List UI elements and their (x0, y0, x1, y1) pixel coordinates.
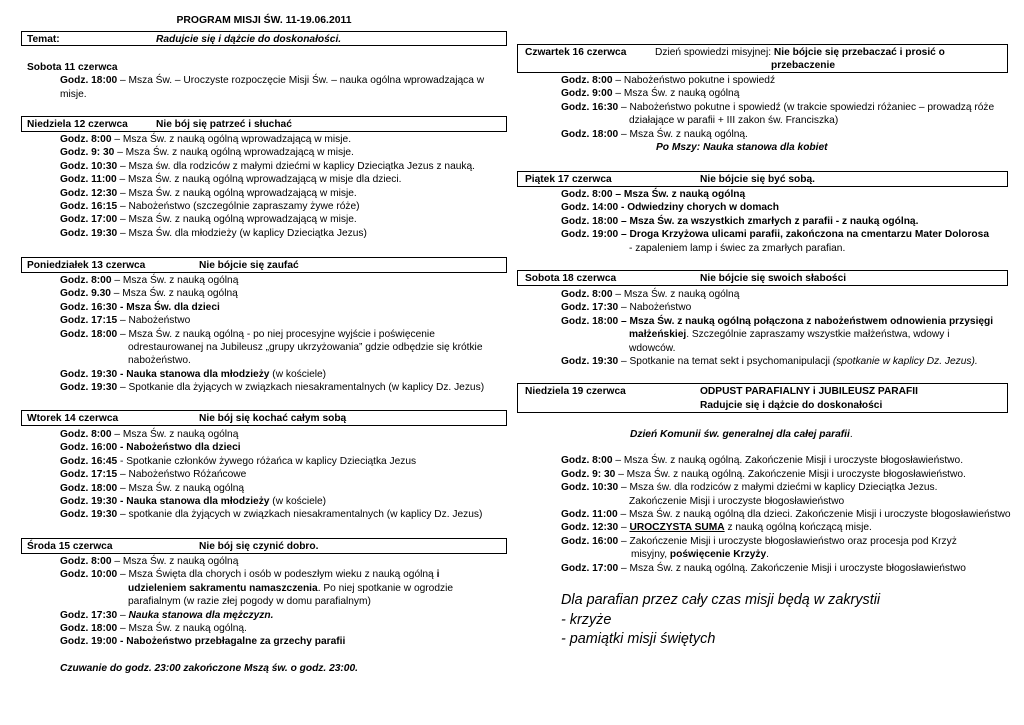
list-item (517, 128, 994, 141)
list-item (21, 187, 475, 200)
after-mass-note: Po Mszy: Nauka stanowa dla kobiet (656, 142, 828, 154)
list-item (21, 287, 484, 300)
time: Godz. 18:00 (60, 623, 118, 635)
sroda15-motto: Nie bój się czynić dobro. (199, 541, 319, 552)
list-item: Godz. 16:00 - Nabożeństwo dla dzieci (60, 442, 241, 454)
czwartek16-motto-cont: przebaczenie (771, 60, 835, 71)
time: Godz. 16:15 (60, 201, 118, 213)
time: Godz. 16:30 (561, 101, 619, 113)
item-text: – Msza Św. dla młodzieży (w kaplicy Dzieciątka Jezus) (117, 227, 367, 239)
list-item (517, 87, 994, 100)
communion-text: Dzień Komunii św. generalnej dla całej parafii (630, 429, 850, 440)
time: Godz. 12:30 (561, 522, 619, 534)
item-text: – Msza św. dla rodziców z małymi dziećmi w kaplicy Dzieciątka Jezus. (618, 482, 938, 494)
list-item (21, 173, 475, 186)
list-item (21, 274, 484, 287)
czwartek16-day: Czwartek 16 czerwca (525, 47, 627, 58)
czwartek16-motto (655, 46, 945, 59)
list-item-cont: wdowców. (629, 342, 676, 354)
closing-line: - krzyże (561, 611, 612, 628)
sobota18-day: Sobota 18 czerwca (525, 273, 617, 284)
item-text: – Msza Św. z nauką ogólną. Zakończenie Misji i uroczyste błogosławieństwo (618, 562, 966, 574)
motto-prefix: Dzień spowiedzi misyjnej: (655, 47, 774, 58)
time: Godz. 9.30 (60, 288, 111, 300)
piatek17-header (517, 171, 1008, 187)
time: Godz. 19:30 (60, 509, 118, 521)
item-text: . Szczególnie zapraszamy wszystkie małżeństwa, wdowy i (686, 329, 950, 341)
list-item (21, 482, 482, 495)
sobota18-list (517, 288, 993, 368)
item-text: – Msza Św. z nauką ogólną. (618, 128, 748, 140)
time: Godz. 19:30 (60, 382, 118, 394)
item-text: – Msza Św. z nauką ogólną (111, 556, 239, 567)
poniedzialek13-motto: Nie bójcie się zaufać (199, 260, 299, 271)
time: Godz. 8:00 (561, 289, 613, 300)
motto-bold: Nie bójcie się przebaczać i prosić o (773, 47, 945, 58)
item-text: – Msza Św. z nauką ogólną dla dzieci. Zakończenie Misji i uroczyste błogosławieństwo (617, 509, 1011, 521)
item-text: – Msza Św. z nauką ogólną. Zakończenie Misji i uroczyste błogosławieństwo. (615, 468, 966, 480)
list-item: Godz. 19:00 - Nabożeństwo przebłagalne za grzechy parafii (60, 636, 346, 648)
item-text: – Msza Św. z nauką ogólną wprowadzającą w misje dla dzieci. (116, 174, 402, 186)
item-text: (w kościele) (269, 368, 327, 380)
closing-note (517, 591, 880, 650)
item-text: – Nabożeństwo pokutne i spowiedź (w trakcie spowiedzi różaniec – prowadzą róże (618, 101, 995, 113)
list-item (21, 213, 475, 226)
niedziela12-day: Niedziela 12 czerwca (27, 119, 128, 130)
time: Godz. 17:00 (561, 562, 619, 574)
list-item (21, 455, 482, 468)
niedziela12-list (21, 133, 475, 240)
item-text: – Nabożeństwo (117, 315, 191, 327)
time: Godz. 11:00 (561, 509, 618, 521)
list-item (517, 454, 1011, 467)
list-item-cont: - zapaleniem lamp i świec za zmarłych parafian. (629, 242, 846, 254)
time: Godz. 19:30 (60, 227, 118, 239)
niedziela19-motto-cont: Radujcie się i dążcie do doskonałości (700, 400, 883, 411)
item-text: – Spotkanie na temat sekt i psychomanipulacji (618, 356, 833, 368)
piatek17-motto: Nie bójcie się być sobą. (700, 174, 815, 185)
czwartek16-list (517, 74, 994, 154)
item-text-bold: udzieleniem sakramentu namaszczenia (128, 582, 318, 594)
niedziela19-list (517, 428, 1011, 575)
item-text: – Msza Św. z nauką ogólną (612, 88, 740, 100)
time: Godz. 8:00 (60, 275, 112, 286)
item-text: – Msza Św. – Uroczyste rozpoczęcie Misji Św. – nauka ogólna wprowadzająca w (117, 75, 485, 87)
sobota18-motto: Nie bójcie się swoich słabości (700, 273, 847, 284)
item-text: – Msza Św. z nauką ogólną wprowadzającą w misje. (117, 187, 357, 199)
temat-label: Temat: (27, 34, 60, 45)
item-text: – Msza Św. z nauką ogólną wprowadzającą w misje. (111, 134, 352, 145)
niedziela19-header (517, 383, 1008, 413)
item-text: – Msza Święta dla chorych i osób w podeszłym wieku z nauką ogólną (117, 569, 437, 581)
time: Godz. 19:30 - Nauka stanowa dla młodzieży (60, 496, 270, 508)
time: Godz. 8:00 (561, 455, 613, 467)
item-text: – Msza Św. z nauką ogólną wprowadzającą w misje. (117, 214, 357, 226)
vigil-note: Czuwanie do godz. 23:00 zakończone Mszą św. o godz. 23:00. (60, 662, 358, 674)
sobota11-item (27, 74, 484, 87)
item-text-emph: Nauka stanowa dla mężczyzn. (128, 609, 274, 621)
czwartek16-header (517, 44, 1008, 73)
time: Godz. 19:30 - Nauka stanowa dla młodzieży (60, 368, 270, 380)
item-text-bold: małżeńskiej (629, 329, 687, 341)
item-text: . Po niej spotkanie w ogrodzie (317, 582, 454, 594)
time: Godz. 9: 30 (60, 147, 115, 159)
time: Godz. 16:45 (60, 455, 118, 467)
poniedzialek13-day: Poniedziałek 13 czerwca (27, 260, 146, 271)
list-item: Godz. 19:00 – Droga Krzyżowa ulicami parafii, zakończona na cmentarzu Mater Dolorosa (561, 229, 989, 241)
item-text: – Msza Św. z nauką ogólną (111, 429, 239, 440)
item-text: – Msza Św. z nauką ogólną (110, 288, 238, 300)
niedziela19-motto: ODPUST PARAFIALNY i JUBILEUSZ PARAFII (700, 386, 918, 397)
niedziela12-header (21, 116, 507, 132)
piatek17-list (517, 188, 989, 255)
time: Godz. 16:00 (561, 535, 619, 547)
list-item (517, 101, 994, 114)
temat-box (21, 31, 507, 46)
communion-note (517, 428, 1011, 441)
time: Godz. 10:00 (60, 569, 118, 581)
time: Godz. 18:00 (60, 328, 118, 340)
time: Godz. 9:00 (561, 88, 613, 100)
time: Godz. 19:30 (561, 356, 619, 368)
time: Godz. 8:00 (60, 429, 112, 440)
list-item (21, 609, 453, 622)
list-item: Godz. 14:00 - Odwiedziny chorych w domach (561, 202, 779, 214)
item-text: – Nabożeństwo Różańcowe (117, 469, 247, 481)
list-item (21, 200, 475, 213)
item-text-bold: i (436, 569, 440, 581)
temat-value: Radujcie się i dążcie do doskonałości. (156, 34, 342, 45)
time: Godz. 18:00 (561, 128, 619, 140)
wtorek14-day: Wtorek 14 czerwca (27, 413, 119, 424)
item-text: . (766, 549, 769, 561)
communion-dot: . (849, 429, 853, 440)
list-item-cont (517, 548, 1011, 561)
item-sep: – (618, 522, 630, 534)
list-item-cont: odrestaurowanej na Jubileusz „grupy ukrzyżowania” gdzie odbędzie się krótkie (128, 342, 483, 354)
item-text: – Msza Św. z nauką ogólną - po niej procesyjne wyjście i poświęcenie (117, 328, 435, 340)
item-text: – Msza Św. z nauką ogólną. (117, 623, 247, 635)
list-item: Godz. 18:00 – Msza Św. z nauką ogólną połączona z nabożeństwem odnowienia przysięgi (561, 315, 994, 327)
item-text: – Nabożeństwo pokutne i spowiedź (612, 75, 776, 86)
time: Godz. 18:00 (60, 75, 118, 87)
list-item (21, 146, 475, 159)
list-item (21, 508, 482, 521)
wtorek14-motto: Nie bój się kochać całym sobą (199, 413, 347, 424)
closing-line: Dla parafian przez cały czas misji będą w zakrystii (561, 592, 881, 608)
time: Godz. 10:30 (60, 160, 118, 172)
list-item-cont (21, 582, 453, 595)
wtorek14-list (21, 428, 482, 522)
sobota18-header (517, 270, 1008, 286)
time: Godz. 17:30 (561, 302, 619, 314)
item-text: - Spotkanie członków żywego różańca w kaplicy Dzieciątka Jezus (117, 455, 417, 467)
time: Godz. 17:00 (60, 214, 118, 226)
list-item-cont: Zakończenie Misji i uroczyste błogosławieństwo (629, 495, 845, 507)
poniedzialek13-header (21, 257, 507, 273)
sroda15-list (21, 555, 453, 675)
item-text: – (117, 609, 129, 621)
item-text-underline: UROCZYSTA SUMA (629, 522, 725, 534)
list-item (21, 381, 484, 394)
list-item (517, 301, 993, 314)
time: Godz. 10:30 (561, 482, 619, 494)
closing-line: - pamiątki misji świętych (561, 631, 716, 647)
item-text-bold: poświęcenie Krzyży (669, 549, 767, 561)
list-item (517, 355, 993, 368)
list-item: Godz. 16:30 - Msza Św. dla dzieci (60, 301, 220, 313)
item-text: – Msza Św. z nauką ogólną (111, 275, 239, 286)
niedziela12-motto: Nie bój się patrzeć i słuchać (156, 119, 292, 130)
time: Godz. 12:30 (60, 187, 118, 199)
list-item-cont: nabożeństwo. (128, 355, 191, 367)
time: Godz. 18:00 (60, 482, 118, 494)
sobota11-day: Sobota 11 czerwca (27, 62, 118, 73)
item-text: misyjny, (631, 549, 670, 561)
list-item-cont (517, 328, 993, 341)
list-item-cont: parafialnym (w razie złej pogody w domu parafialnym) (128, 596, 371, 608)
list-item (21, 468, 482, 481)
time: Godz. 11:00 (60, 174, 117, 186)
time: Godz. 17:15 (60, 469, 118, 481)
piatek17-day: Piątek 17 czerwca (525, 174, 612, 185)
list-item (21, 555, 453, 568)
sroda15-day: Środa 15 czerwca (27, 541, 113, 552)
list-item (21, 227, 475, 240)
poniedzialek13-list (21, 274, 484, 395)
list-item (21, 328, 484, 341)
sroda15-header (21, 538, 507, 554)
item-text: – Msza św. dla rodziców z małymi dziećmi w kaplicy Dzieciątka Jezus z nauką. (117, 160, 475, 172)
item-text: – Nabożeństwo (618, 302, 692, 314)
time: Godz. 9: 30 (561, 468, 616, 480)
time: Godz. 17:15 (60, 315, 118, 327)
item-text: – Msza Św. z nauką ogólną (612, 289, 740, 300)
program-title: PROGRAM MISJI ŚW. 11-19.06.2011 (176, 15, 352, 26)
list-item (517, 521, 1011, 534)
list-item (21, 428, 482, 441)
list-item (21, 568, 453, 581)
list-item (517, 468, 1011, 481)
list-item-cont: działające w parafii + III zakon św. Franciszka) (629, 115, 839, 127)
item-text-emph: (spotkanie w kaplicy Dz. Jezus). (832, 356, 978, 368)
list-item (21, 160, 475, 173)
item-text: – Nabożeństwo (szczególnie zapraszamy żywe róże) (117, 201, 360, 213)
item-text: – Zakończenie Misji i uroczyste błogosławieństwo oraz procesja pod Krzyż (618, 535, 957, 547)
wtorek14-header (21, 410, 507, 426)
item-text: – Msza Św. z nauką ogólną (117, 482, 245, 494)
time: Godz. 8:00 (60, 556, 112, 567)
list-item (517, 535, 1011, 548)
list-item (517, 288, 993, 301)
item-text: – spotkanie dla żyjących w związkach niesakramentalnych (w kaplicy Dz. Jezus) (117, 509, 483, 521)
list-item: Godz. 8:00 – Msza Św. z nauką ogólną (561, 189, 746, 200)
niedziela19-day: Niedziela 19 czerwca (525, 386, 626, 397)
item-text: (w kościele) (269, 496, 327, 508)
list-item (21, 133, 475, 146)
list-item (517, 74, 994, 87)
list-item (517, 562, 1011, 575)
list-item: Godz. 18:00 – Msza Św. za wszystkich zmarłych z parafii - z nauką ogólną. (561, 215, 919, 227)
list-item (21, 622, 453, 635)
list-item (21, 314, 484, 327)
list-item (21, 368, 484, 381)
list-item (21, 495, 482, 508)
time: Godz. 17:30 (60, 609, 118, 621)
item-text: – Msza Św. z nauką ogólną wprowadzającą w misje. (114, 147, 354, 159)
list-item (517, 481, 1011, 494)
time: Godz. 8:00 (60, 134, 112, 145)
sobota11-section (27, 61, 484, 101)
item-text: – Spotkanie dla żyjących w związkach niesakramentalnych (w kaplicy Dz. Jezus) (117, 382, 485, 394)
item-text: – Msza Św. z nauką ogólną. Zakończenie Misji i uroczyste błogosławieństwo. (612, 455, 964, 467)
time: Godz. 8:00 (561, 75, 613, 86)
sobota11-item-cont: misje. (60, 88, 87, 100)
list-item (517, 508, 1011, 521)
item-text: z nauką ogólną kończącą misje. (724, 522, 872, 534)
